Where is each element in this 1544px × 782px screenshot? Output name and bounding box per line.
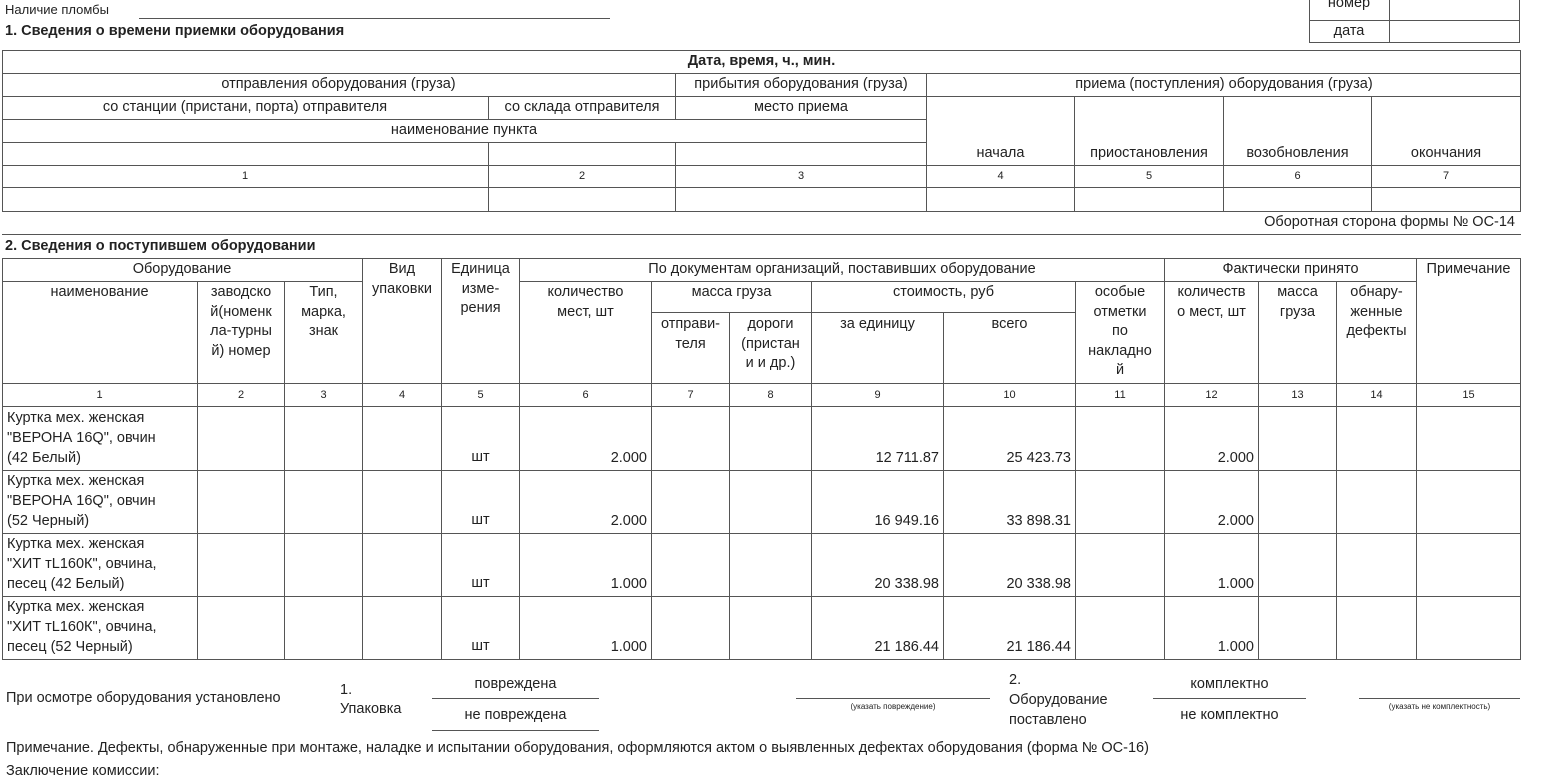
s1-field-suspension-time[interactable] [1075,188,1223,210]
s2-column-number: 8 [767,388,774,401]
s1-column-number: 2 [578,170,586,183]
s2-column-number: 6 [582,388,589,401]
table-row-price: 12 711.87 [875,450,939,466]
suspension-header: приостановления [1090,145,1208,162]
s2-column-number: 11 [1114,388,1126,401]
table-row-places: 2.000 [610,513,647,529]
table-row-received: 1.000 [1217,576,1254,592]
s1-column-number: 5 [1145,170,1153,183]
not-damaged-option[interactable]: не повреждена [464,707,567,724]
by-documents-header: По документам организаций, поставивших оборудование [648,261,1036,278]
cargo-mass-header: масса груза [691,284,772,300]
equipment-header: Оборудование [132,261,232,278]
unit-header: Единица изме- рения [451,261,510,317]
railway-mass-header: дороги (пристан и и др.) [741,316,800,372]
s2-column-number: 12 [1205,388,1218,401]
sender-mass-header: отправи- теля [661,316,720,352]
section2-title: 2. Сведения о поступившем оборудовании [5,238,316,254]
footer-note: Примечание. Дефекты, обнаруженные при монтаже, наладке и испытании оборудования, оформляются актом о выявленных дефектах оборудования (форма № ОС-16) [6,740,1149,756]
received-mass-header: масса груза [1277,284,1318,320]
table-row-name: Куртка мех. женская "ХИТ тL160К", овчина, песец (42 Белый) [7,536,157,592]
s1-field-warehouse-time[interactable] [489,188,675,210]
table-row-received: 2.000 [1217,513,1254,529]
table-row-places: 1.000 [610,639,647,655]
table-row-total: 33 898.31 [1006,513,1071,529]
commission-conclusion-label: Заключение комиссии: [6,763,160,779]
s1-column-number: 6 [1294,170,1301,183]
reception-place-header: место приема [754,99,848,116]
s2-column-number: 3 [320,388,327,401]
places-count-header: количество мест, шт [547,284,624,320]
total-header: всего [991,316,1028,332]
received-places-header: количеств о мест, шт [1177,284,1246,320]
table-row-total: 25 423.73 [1006,450,1071,466]
table-row-places: 2.000 [610,450,647,466]
s2-column-number: 1 [96,388,103,401]
table-row-received: 1.000 [1217,639,1254,655]
s2-column-number: 4 [398,388,406,401]
inspection-label: При осмотре оборудования установлено [6,690,281,706]
end-header: окончания [1410,145,1482,162]
damage-specify-line[interactable] [796,698,990,699]
number-label: номер [1327,0,1371,12]
table-row-name: Куртка мех. женская "ХИТ тL160К", овчина, песец (52 Черный) [7,599,157,655]
date-field[interactable] [1390,21,1519,42]
from-station-header: со станции (пристани, порта) отправителя [102,99,388,116]
point-name-header: наименование пункта [390,122,538,139]
defects-header: обнару- женные дефекты [1346,284,1407,340]
s1-field-end-time[interactable] [1372,188,1520,210]
s1-column-number: 1 [241,170,249,183]
s1-column-number: 7 [1442,170,1450,183]
s1-field-arrival-time[interactable] [676,188,926,210]
table-row-price: 20 338.98 [874,576,939,592]
table-row-name: Куртка мех. женская "ВЕРОНА 16Q", овчин (42 Белый) [7,410,156,466]
complete-option[interactable]: комплектно [1190,676,1269,693]
s2-column-number: 14 [1370,388,1383,401]
type-mark-header: Тип, марка, знак [301,284,346,340]
s1-field-start-time[interactable] [927,188,1074,210]
table-row-total: 20 338.98 [1006,576,1071,592]
table-row-places: 1.000 [610,576,647,592]
serial-number-header: заводско й(номенк ла-турны й) номер [210,284,272,359]
incomplete-option[interactable]: не комплектно [1180,707,1279,724]
cost-header: стоимость, руб [892,284,995,300]
date-label: дата [1333,22,1365,39]
dispatch-header: отправления оборудования (груза) [221,76,456,93]
specify-incomplete-hint: (указать не комплектность) [1388,701,1491,711]
specify-damage-hint: (указать повреждение) [850,701,936,711]
table-row-price: 21 186.44 [874,639,939,655]
reception-header: приема (поступления) оборудования (груза) [1075,76,1373,93]
seal-label: Наличие пломбы [5,2,109,17]
note-header: Примечание [1426,261,1511,277]
s1-field-station-time[interactable] [3,188,488,210]
per-unit-header: за единицу [840,316,915,332]
reverse-side-label: Оборотная сторона формы № ОС-14 [1264,214,1515,230]
table-row-total: 21 186.44 [1006,639,1071,655]
packaging-type-header: Вид упаковки [372,261,432,297]
name-header: наименование [50,284,149,300]
special-marks-header: особые отметки по накладно й [1088,284,1152,379]
s2-column-number: 5 [477,388,484,401]
table-row-unit: шт [471,512,490,529]
section1-title: 1. Сведения о времени приемки оборудования [5,23,345,39]
s2-column-number: 7 [687,388,694,401]
table-row-unit: шт [471,449,490,466]
table-row-unit: шт [471,638,490,655]
packaging-label: 1. Упаковка [340,682,402,717]
s2-column-number: 10 [1003,388,1016,401]
table-row-price: 16 949.16 [874,513,939,529]
damaged-option[interactable]: повреждена [474,676,557,693]
s1-field-resumption-time[interactable] [1224,188,1371,210]
s1-column-number: 3 [797,170,805,183]
from-warehouse-header: со склада отправителя [504,99,660,116]
s2-column-number: 13 [1291,388,1304,401]
datetime-header: Дата, время, ч., мин. [687,53,836,70]
seal-field-line [139,18,610,19]
s2-column-number: 15 [1462,388,1475,401]
resumption-header: возобновления [1246,145,1349,162]
delivered-label: 2. Оборудование поставлено [1009,672,1108,728]
s1-column-number: 4 [997,170,1004,183]
incomplete-specify-line[interactable] [1359,698,1520,699]
table-row-unit: шт [471,575,490,592]
table-row-received: 2.000 [1217,450,1254,466]
s2-column-number: 2 [237,388,245,401]
start-header: начала [976,145,1025,162]
number-field[interactable] [1390,0,1519,20]
arrival-header: прибытия оборудования (груза) [694,76,908,93]
table-row-name: Куртка мех. женская "ВЕРОНА 16Q", овчин (52 Черный) [7,473,156,529]
s2-column-number: 9 [874,388,881,401]
actually-received-header: Фактически принято [1222,261,1359,278]
